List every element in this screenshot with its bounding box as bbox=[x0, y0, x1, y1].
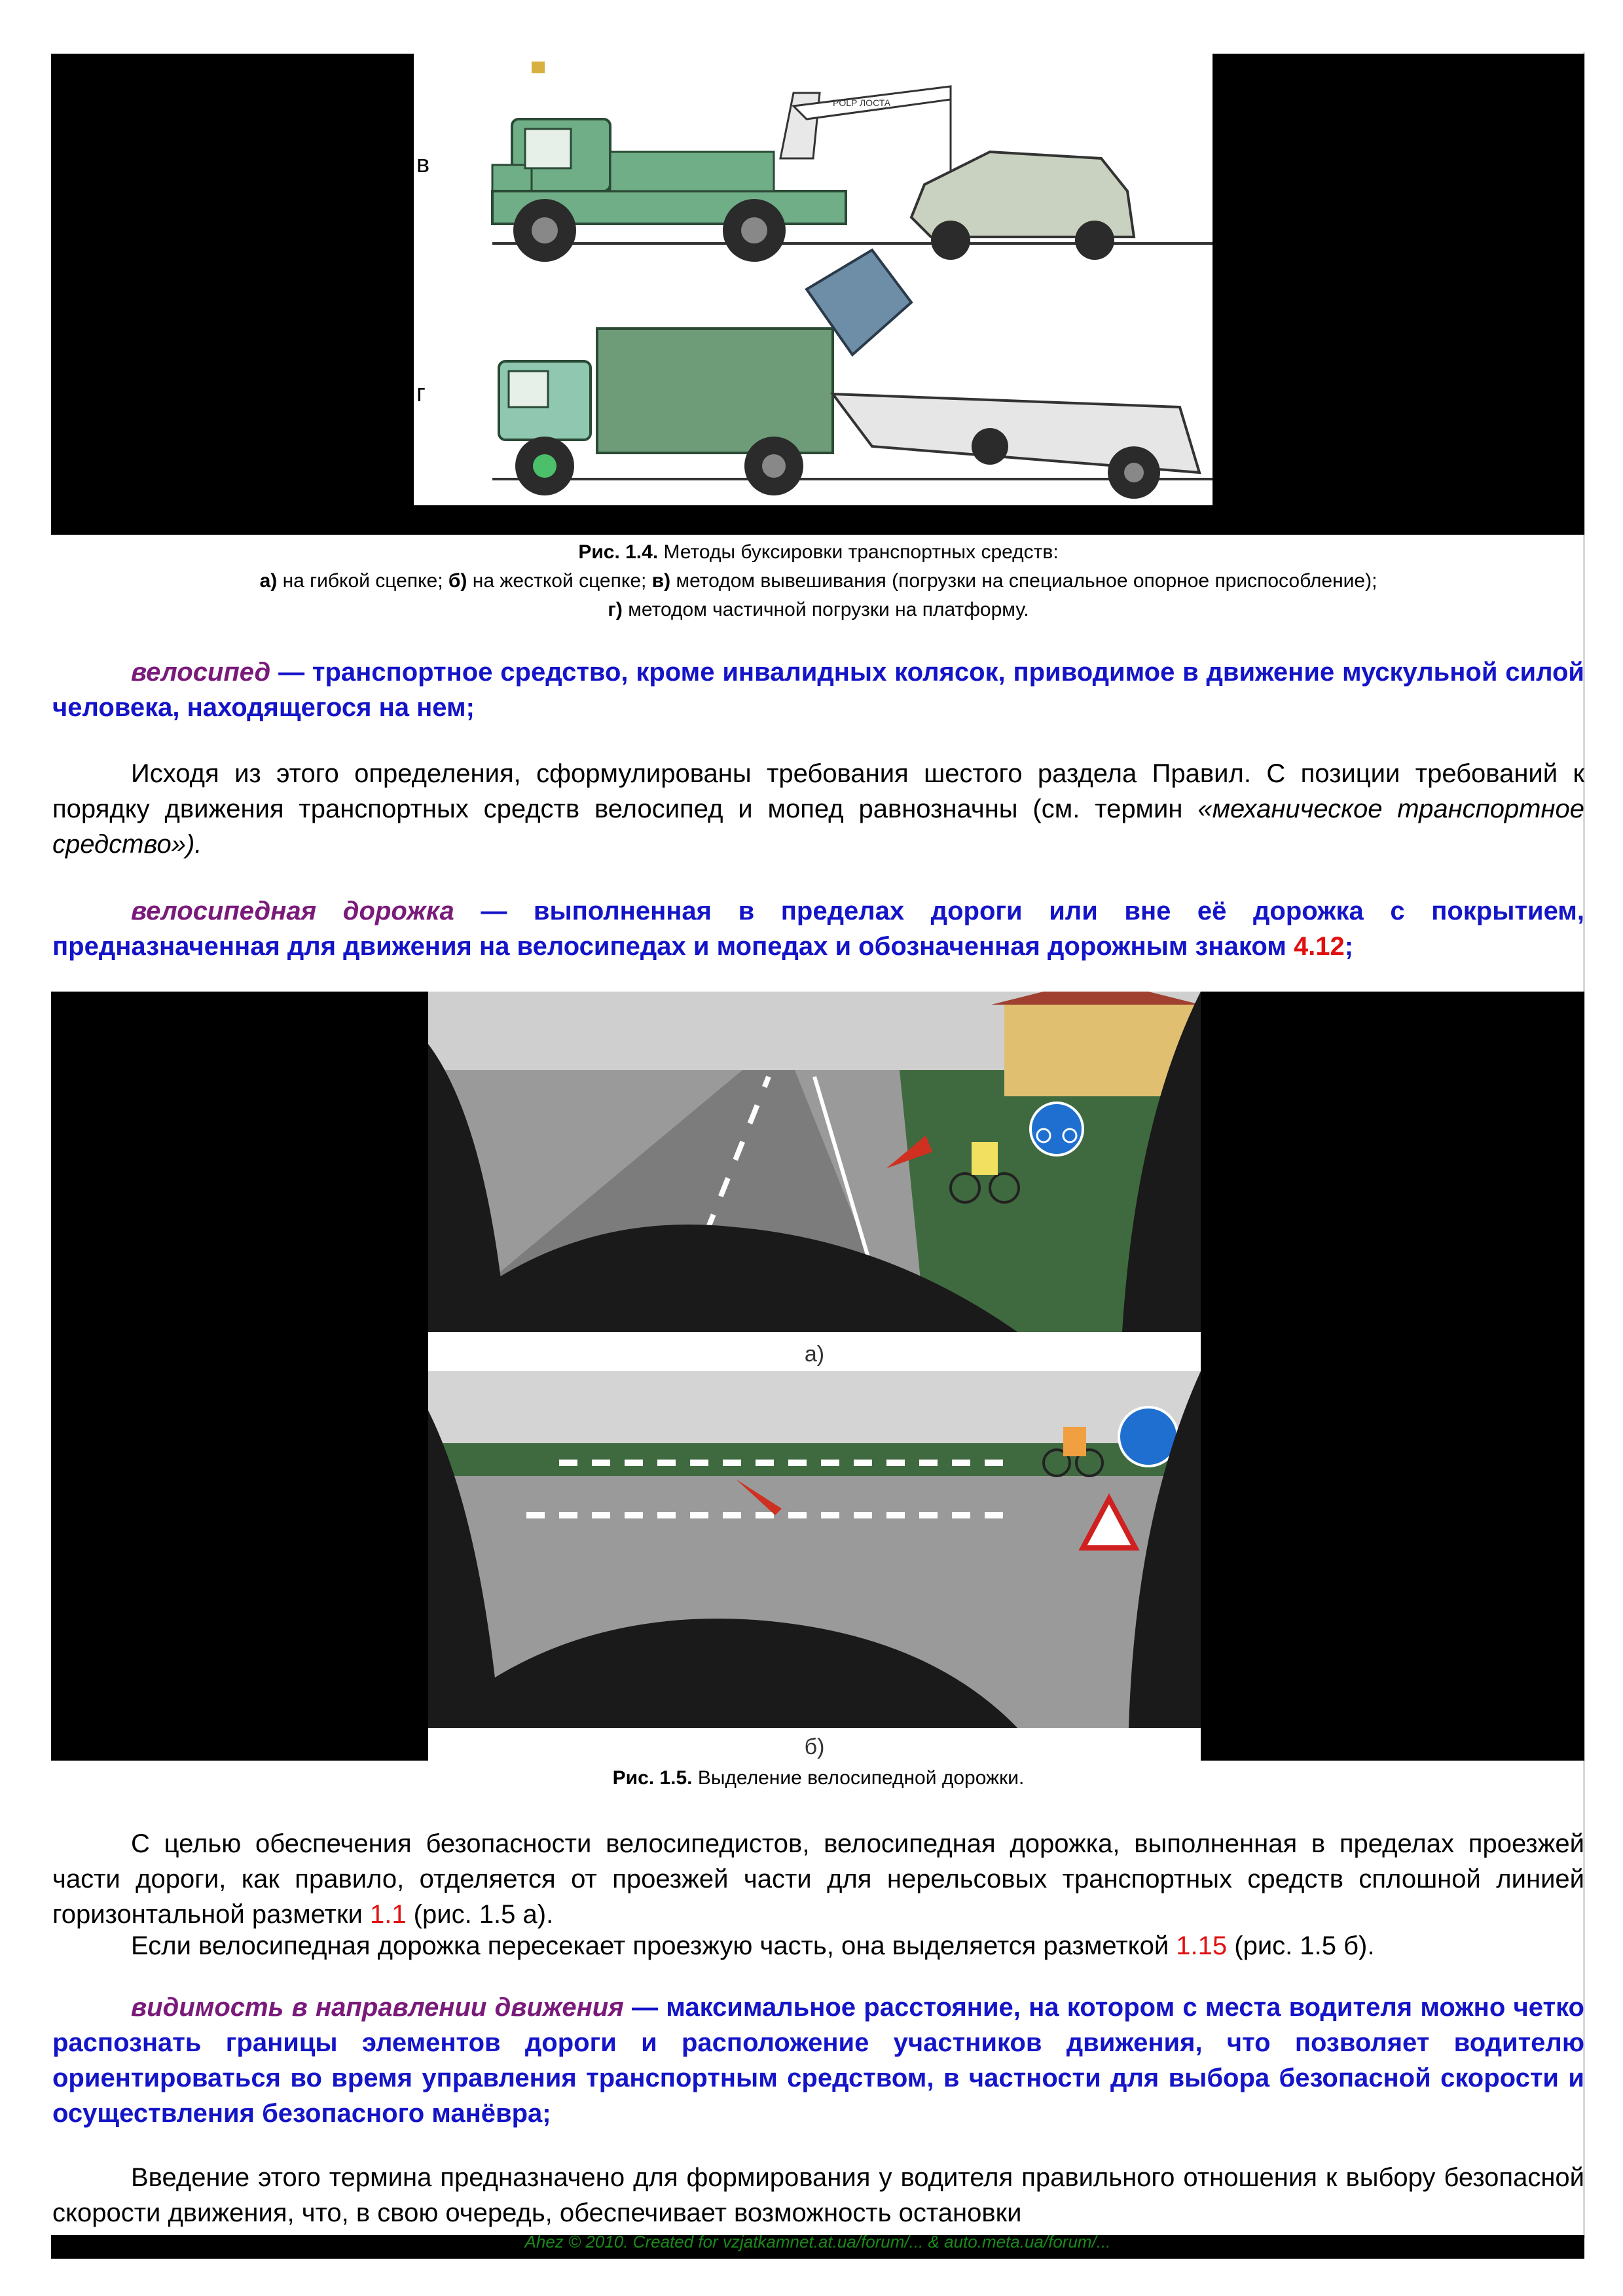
definition-bike-path-text: — выполненная в пределах дороги или вне её дорожка с покрытием, предназначенная для движения на велосипедах и мопедах и обозначенная дорожным знаком bbox=[52, 897, 1584, 961]
paragraph-bicycle-italic: «механическое транспортное средство»). bbox=[52, 795, 1585, 859]
paragraph-crossing-text: Если велосипедная дорожка пересекает проезжую часть, она выделяется разметкой bbox=[131, 1931, 1176, 1960]
figure-label-v: в bbox=[416, 151, 430, 178]
paragraph-crossing-tail: (рис. 1.5 б). bbox=[1227, 1931, 1375, 1960]
figure-1-4-caption bbox=[52, 538, 1584, 624]
caption-text-g: методом частичной погрузки на платформу. bbox=[622, 599, 1029, 620]
box-truck bbox=[499, 329, 833, 495]
sign-reference-4-12[interactable]: 4.12 bbox=[1293, 932, 1345, 961]
caption-1-5-title: Рис. 1.5. bbox=[612, 1767, 693, 1789]
panel-b-label: б) bbox=[804, 1734, 825, 1759]
term-bike-path: велосипедная дорожка bbox=[131, 897, 454, 925]
boom-label: POLP ЛОСТА bbox=[833, 98, 891, 108]
caption-title-text: Методы буксировки транспортных средств: bbox=[658, 541, 1059, 563]
partially-loaded-truck bbox=[807, 250, 1199, 499]
figure-1-5-image bbox=[428, 992, 1201, 1761]
paragraph-separation-tail: (рис. 1.5 а). bbox=[406, 1900, 554, 1929]
figure-1-4-image bbox=[414, 54, 1213, 505]
tow-truck bbox=[492, 62, 951, 262]
bike-path-illustration bbox=[428, 992, 1201, 1761]
definition-visibility-text: — максимальное расстояние, на котором с места водителя можно четко распознать границы элементов дороги и расположение участников движения, что позволяет водителю ориентироваться во время управления транспортным средством, в частности для выбора безопасной скорости и осуществления безопасного манёвра; bbox=[52, 1993, 1584, 2128]
panel-a-label: а) bbox=[804, 1342, 825, 1367]
caption-item-v: в) bbox=[651, 570, 671, 592]
marking-reference-1-15[interactable]: 1.15 bbox=[1176, 1931, 1228, 1960]
paragraph-bike-path-separation bbox=[52, 1826, 1584, 1932]
footer-credit: Ahez © 2010. Created for vzjatkamnet.at.ua/forum/... & auto.meta.ua/forum/... bbox=[524, 2232, 1111, 2251]
definition-bicycle bbox=[52, 655, 1584, 725]
paragraph-separation-text: С целью обеспечения безопасности велосипедистов, велосипедная дорожка, выполненная в пределах проезжей части дороги, как правило, отделяется от проезжей части для нерельсовых транспортных средств сплошной линией горизонтальной разметки bbox=[52, 1829, 1584, 1929]
term-visibility: видимость в направлении движения bbox=[131, 1993, 624, 2022]
caption-title: Рис. 1.4. bbox=[578, 541, 659, 563]
panel-a-scene bbox=[428, 992, 1201, 1332]
paragraph-bicycle-text: Исходя из этого определения, сформулированы требования шестого раздела Правил. С позиции требований к порядку движения транспортных средств велосипед и мопед равнозначны (см. термин bbox=[52, 759, 1584, 823]
term-bicycle: велосипед bbox=[131, 658, 271, 687]
figure-label-g: г bbox=[416, 380, 426, 407]
definition-visibility bbox=[52, 1990, 1584, 2131]
panel-b-scene bbox=[428, 1371, 1201, 1728]
definition-bike-path bbox=[52, 893, 1584, 964]
definition-bike-path-tail: ; bbox=[1344, 932, 1354, 961]
caption-1-5-text: Выделение велосипедной дорожки. bbox=[692, 1767, 1025, 1789]
caption-text-a: на гибкой сцепке; bbox=[277, 570, 448, 592]
paragraph-intro-text: Введение этого термина предназначено для формирования у водителя правильного отношения к выбору безопасной скорости движения, что, в свою очередь, обеспечивает возможность остановки bbox=[52, 2163, 1584, 2227]
caption-text-v: методом вывешивания (погрузки на специальное опорное приспособление); bbox=[670, 570, 1377, 592]
paragraph-visibility-intro bbox=[52, 2160, 1584, 2231]
paragraph-bike-path-crossing bbox=[52, 1928, 1584, 1964]
caption-item-b: б) bbox=[448, 570, 467, 592]
caption-item-g: г) bbox=[608, 599, 623, 620]
towing-illustration bbox=[414, 54, 1213, 505]
caption-item-a: а) bbox=[259, 570, 278, 592]
definition-bicycle-text: — транспортное средство, кроме инвалидных колясок, приводимое в движение мускульной силой человека, находящегося на нем; bbox=[52, 658, 1584, 722]
caption-text-b: на жесткой сцепке; bbox=[467, 570, 652, 592]
marking-reference-1-1[interactable]: 1.1 bbox=[369, 1900, 407, 1929]
paragraph-bicycle-rules bbox=[52, 756, 1584, 862]
figure-1-5-caption bbox=[52, 1764, 1584, 1793]
sign-4-12-icon bbox=[1030, 1103, 1083, 1155]
